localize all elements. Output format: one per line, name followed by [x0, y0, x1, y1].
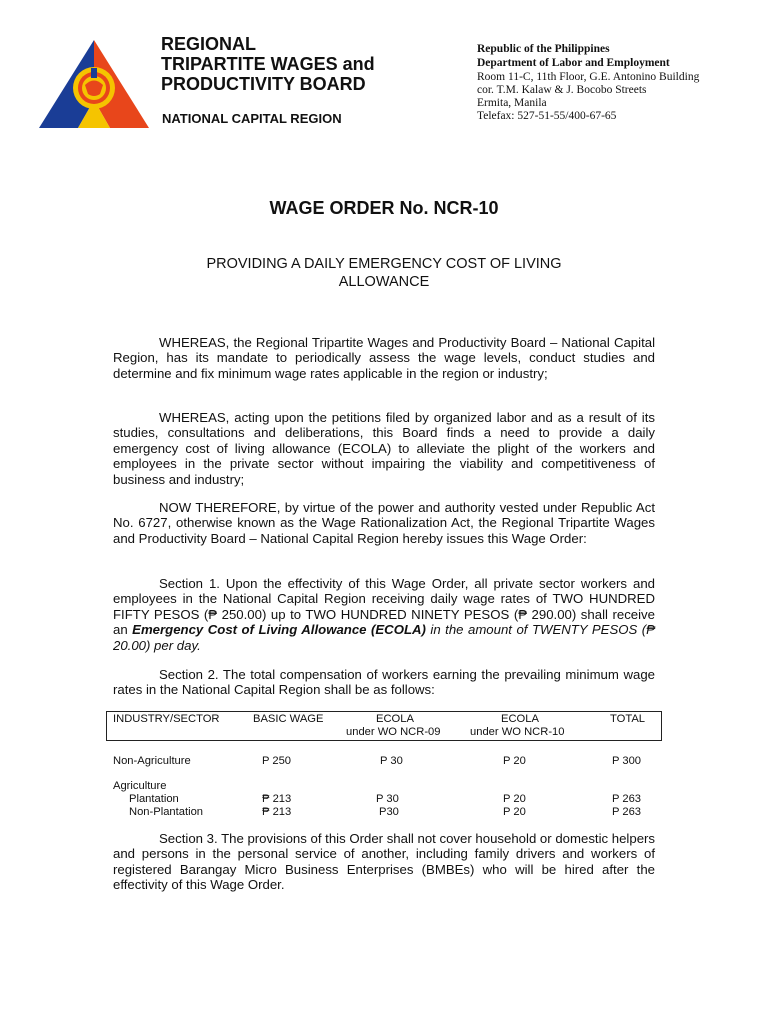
- section-1-text: Section 1. Upon the effectivity of this Wage Order, all private sector workers and employees in the National Capital Region receiving daily wage rates of TWO HUNDRED FIFTY PESOS (₱ 250.00) up to TWO HUNDRED NINETY PESOS (₱ 290.00) shall receive an: [113, 576, 655, 638]
- section-1-amount: in the amount of TWENTY PESOS (₱ 20.00) per day.: [113, 622, 655, 653]
- document-subtitle: PROVIDING A DAILY EMERGENCY COST OF LIVING ALLOWANCE: [206, 256, 562, 290]
- section-2-paragraph: Section 2. The total compensation of workers earning the prevailing minimum wage rates in the National Capital Region shall be as follows:: [113, 667, 655, 698]
- rtwpb-logo-icon: [38, 38, 150, 130]
- table-header-total: TOTAL: [610, 713, 646, 725]
- address-department: Department of Labor and Employment: [477, 57, 670, 69]
- address-republic: Republic of the Philippines: [477, 43, 610, 55]
- table-header-ecola-09: ECOLA: [376, 713, 414, 725]
- section-1-paragraph: [113, 576, 655, 653]
- region-name: NATIONAL CAPITAL REGION: [162, 111, 342, 126]
- table-subheader-ncr-09: under WO NCR-09: [346, 726, 441, 738]
- whereas-paragraph-2: WHEREAS, acting upon the petitions filed by organized labor and as a result of its studies, consultations and deliberations, this Board finds a need to provide a daily emergency cost of living allowance (ECOLA) to alleviate the plight of the workers and employees in the private sector without impairing the viability and competitiveness of business and industry;: [113, 410, 655, 487]
- table-cell-ecola09: P 30: [380, 755, 403, 767]
- table-cell-sector: Non-Agriculture: [113, 755, 191, 767]
- org-name-line3: PRODUCTIVITY BOARD: [161, 74, 366, 94]
- table-cell-ecola10: P 20: [503, 793, 526, 805]
- now-therefore-paragraph: NOW THEREFORE, by virtue of the power and authority vested under Republic Act No. 6727, otherwise known as the Wage Rationalization Act, the Regional Tripartite Wages and Productivity Board – National Capital Region hereby issues this Wage Order:: [113, 500, 655, 546]
- document-title: WAGE ORDER No. NCR-10: [269, 198, 499, 218]
- table-cell-ecola10: P 20: [503, 806, 526, 818]
- address-telefax: Telefax: 527-51-55/400-67-65: [477, 110, 617, 122]
- table-header-basic-wage: BASIC WAGE: [253, 713, 324, 725]
- table-cell-sector: Non-Plantation: [129, 806, 204, 818]
- table-header-industry: INDUSTRY/SECTOR: [113, 713, 220, 725]
- address-city: Ermita, Manila: [477, 97, 547, 109]
- table-cell-ecola09: P30: [379, 806, 399, 818]
- table-cell-sector: Plantation: [129, 793, 179, 805]
- table-cell-total: P 263: [612, 793, 642, 805]
- table-cell-basic: P 250: [262, 755, 292, 767]
- section-3-paragraph: Section 3. The provisions of this Order shall not cover household or domestic helpers and persons in the personal service of another, including family drivers and workers of registered Barangay Micro Business Enterprises (BMBEs) who will be hired after the effectivity of this Wage Order.: [113, 831, 656, 893]
- table-group-agriculture: Agriculture: [113, 780, 167, 792]
- table-cell-basic: ₱ 213: [262, 806, 292, 818]
- table-cell-total: P 300: [612, 755, 642, 767]
- table-cell-basic: ₱ 213: [262, 793, 292, 805]
- address-street: cor. T.M. Kalaw & J. Bocobo Streets: [477, 84, 647, 96]
- table-header-ecola-10: ECOLA: [501, 713, 539, 725]
- address-room: Room 11-C, 11th Floor, G.E. Antonino Building: [477, 71, 700, 83]
- table-subheader-ncr-10: under WO NCR-10: [470, 726, 565, 738]
- table-cell-total: P 263: [612, 806, 642, 818]
- table-cell-ecola09: P 30: [376, 793, 399, 805]
- org-name-line2: TRIPARTITE WAGES and: [161, 54, 375, 74]
- whereas-paragraph-1: WHEREAS, the Regional Tripartite Wages and Productivity Board – National Capital Region, has its mandate to periodically assess the wage levels, conduct studies and determine and fix minimum wage rates applicable in the region or industry;: [113, 335, 655, 381]
- ecola-emphasis: Emergency Cost of Living Allowance (ECOLA): [132, 622, 426, 638]
- org-name-line1: REGIONAL: [161, 34, 257, 54]
- table-cell-ecola10: P 20: [503, 755, 526, 767]
